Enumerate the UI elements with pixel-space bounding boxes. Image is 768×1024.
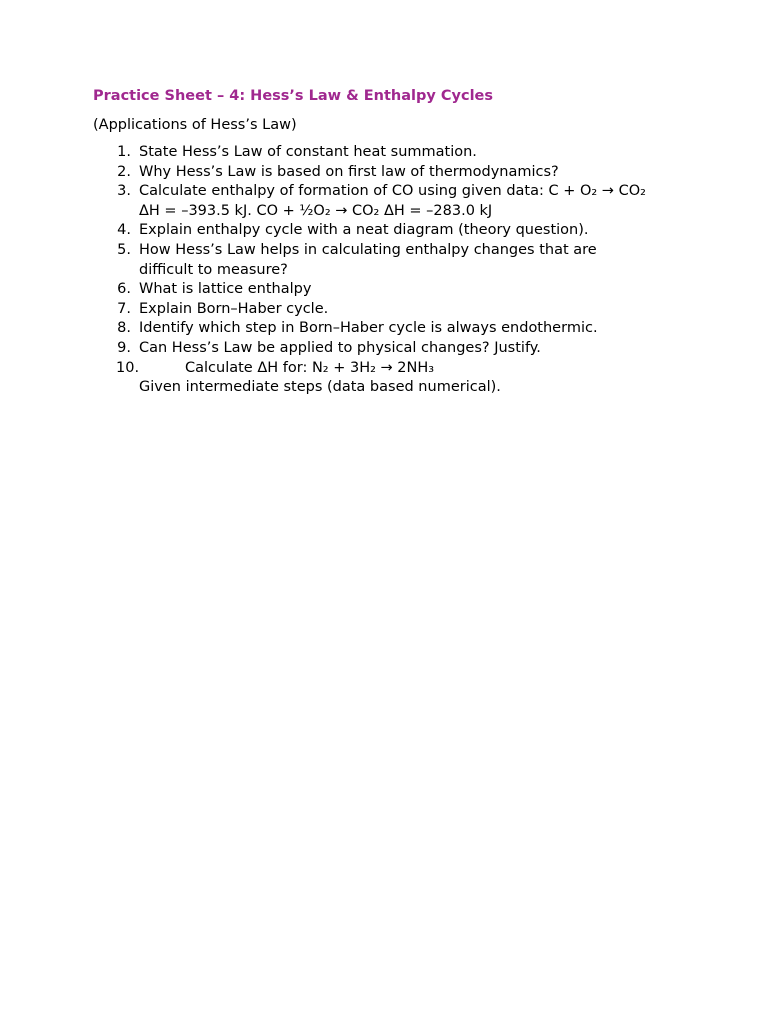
list-item [93, 319, 673, 339]
page-subtitle: (Applications of Hess’s Law) [93, 117, 297, 133]
list-item [93, 280, 673, 300]
list-item-text: State Hess’s Law of constant heat summation. [139, 144, 477, 160]
question-list [93, 143, 673, 398]
document-page [93, 86, 673, 398]
list-item-text: Explain enthalpy cycle with a neat diagram (theory question). [139, 222, 589, 239]
list-item-number: 8. [117, 320, 131, 337]
list-item-text: Why Hess’s Law is based on first law of thermodynamics? [139, 163, 559, 180]
list-item-number: 2. [117, 163, 131, 180]
page-title: Practice Sheet – 4: Hess’s Law & Enthalpy Cycles [93, 88, 494, 104]
list-item-text: Calculate ΔH for: N₂ + 3H₂ → 2NH₃ [185, 359, 435, 376]
list-item [93, 143, 673, 163]
list-item-number: 10. [116, 359, 140, 376]
list-item-text: Calculate enthalpy of formation of CO using given data: C + O₂ → CO₂ ΔH = –393.5 kJ. CO + ½O₂ → CO₂ ΔH = –283.0 kJ [139, 183, 646, 219]
list-item [93, 163, 673, 183]
list-item-text: Identify which step in Born–Haber cycle is always endothermic. [139, 320, 598, 337]
list-item-text: Can Hess’s Law be applied to physical changes? Justify. [139, 339, 541, 356]
list-item [93, 300, 673, 320]
list-item [93, 182, 673, 221]
list-item-number: 3. [117, 183, 131, 200]
list-item-number: 7. [117, 300, 131, 317]
list-item-number: 1. [117, 144, 131, 160]
list-item-text: What is lattice enthalpy [139, 281, 312, 298]
list-item-number: 9. [117, 339, 131, 356]
list-item [93, 339, 673, 359]
list-item-number: 5. [117, 241, 131, 258]
list-item-number: 6. [117, 281, 131, 298]
list-item [93, 241, 673, 280]
list-item-text: Explain Born–Haber cycle. [139, 300, 329, 317]
list-item-text: How Hess’s Law helps in calculating enthalpy changes that are difficult to measure? [139, 241, 597, 278]
list-item [93, 359, 673, 379]
list-item-number: 4. [117, 222, 131, 239]
list-item-continuation: Given intermediate steps (data based numerical). [139, 379, 501, 396]
list-item [93, 221, 673, 241]
